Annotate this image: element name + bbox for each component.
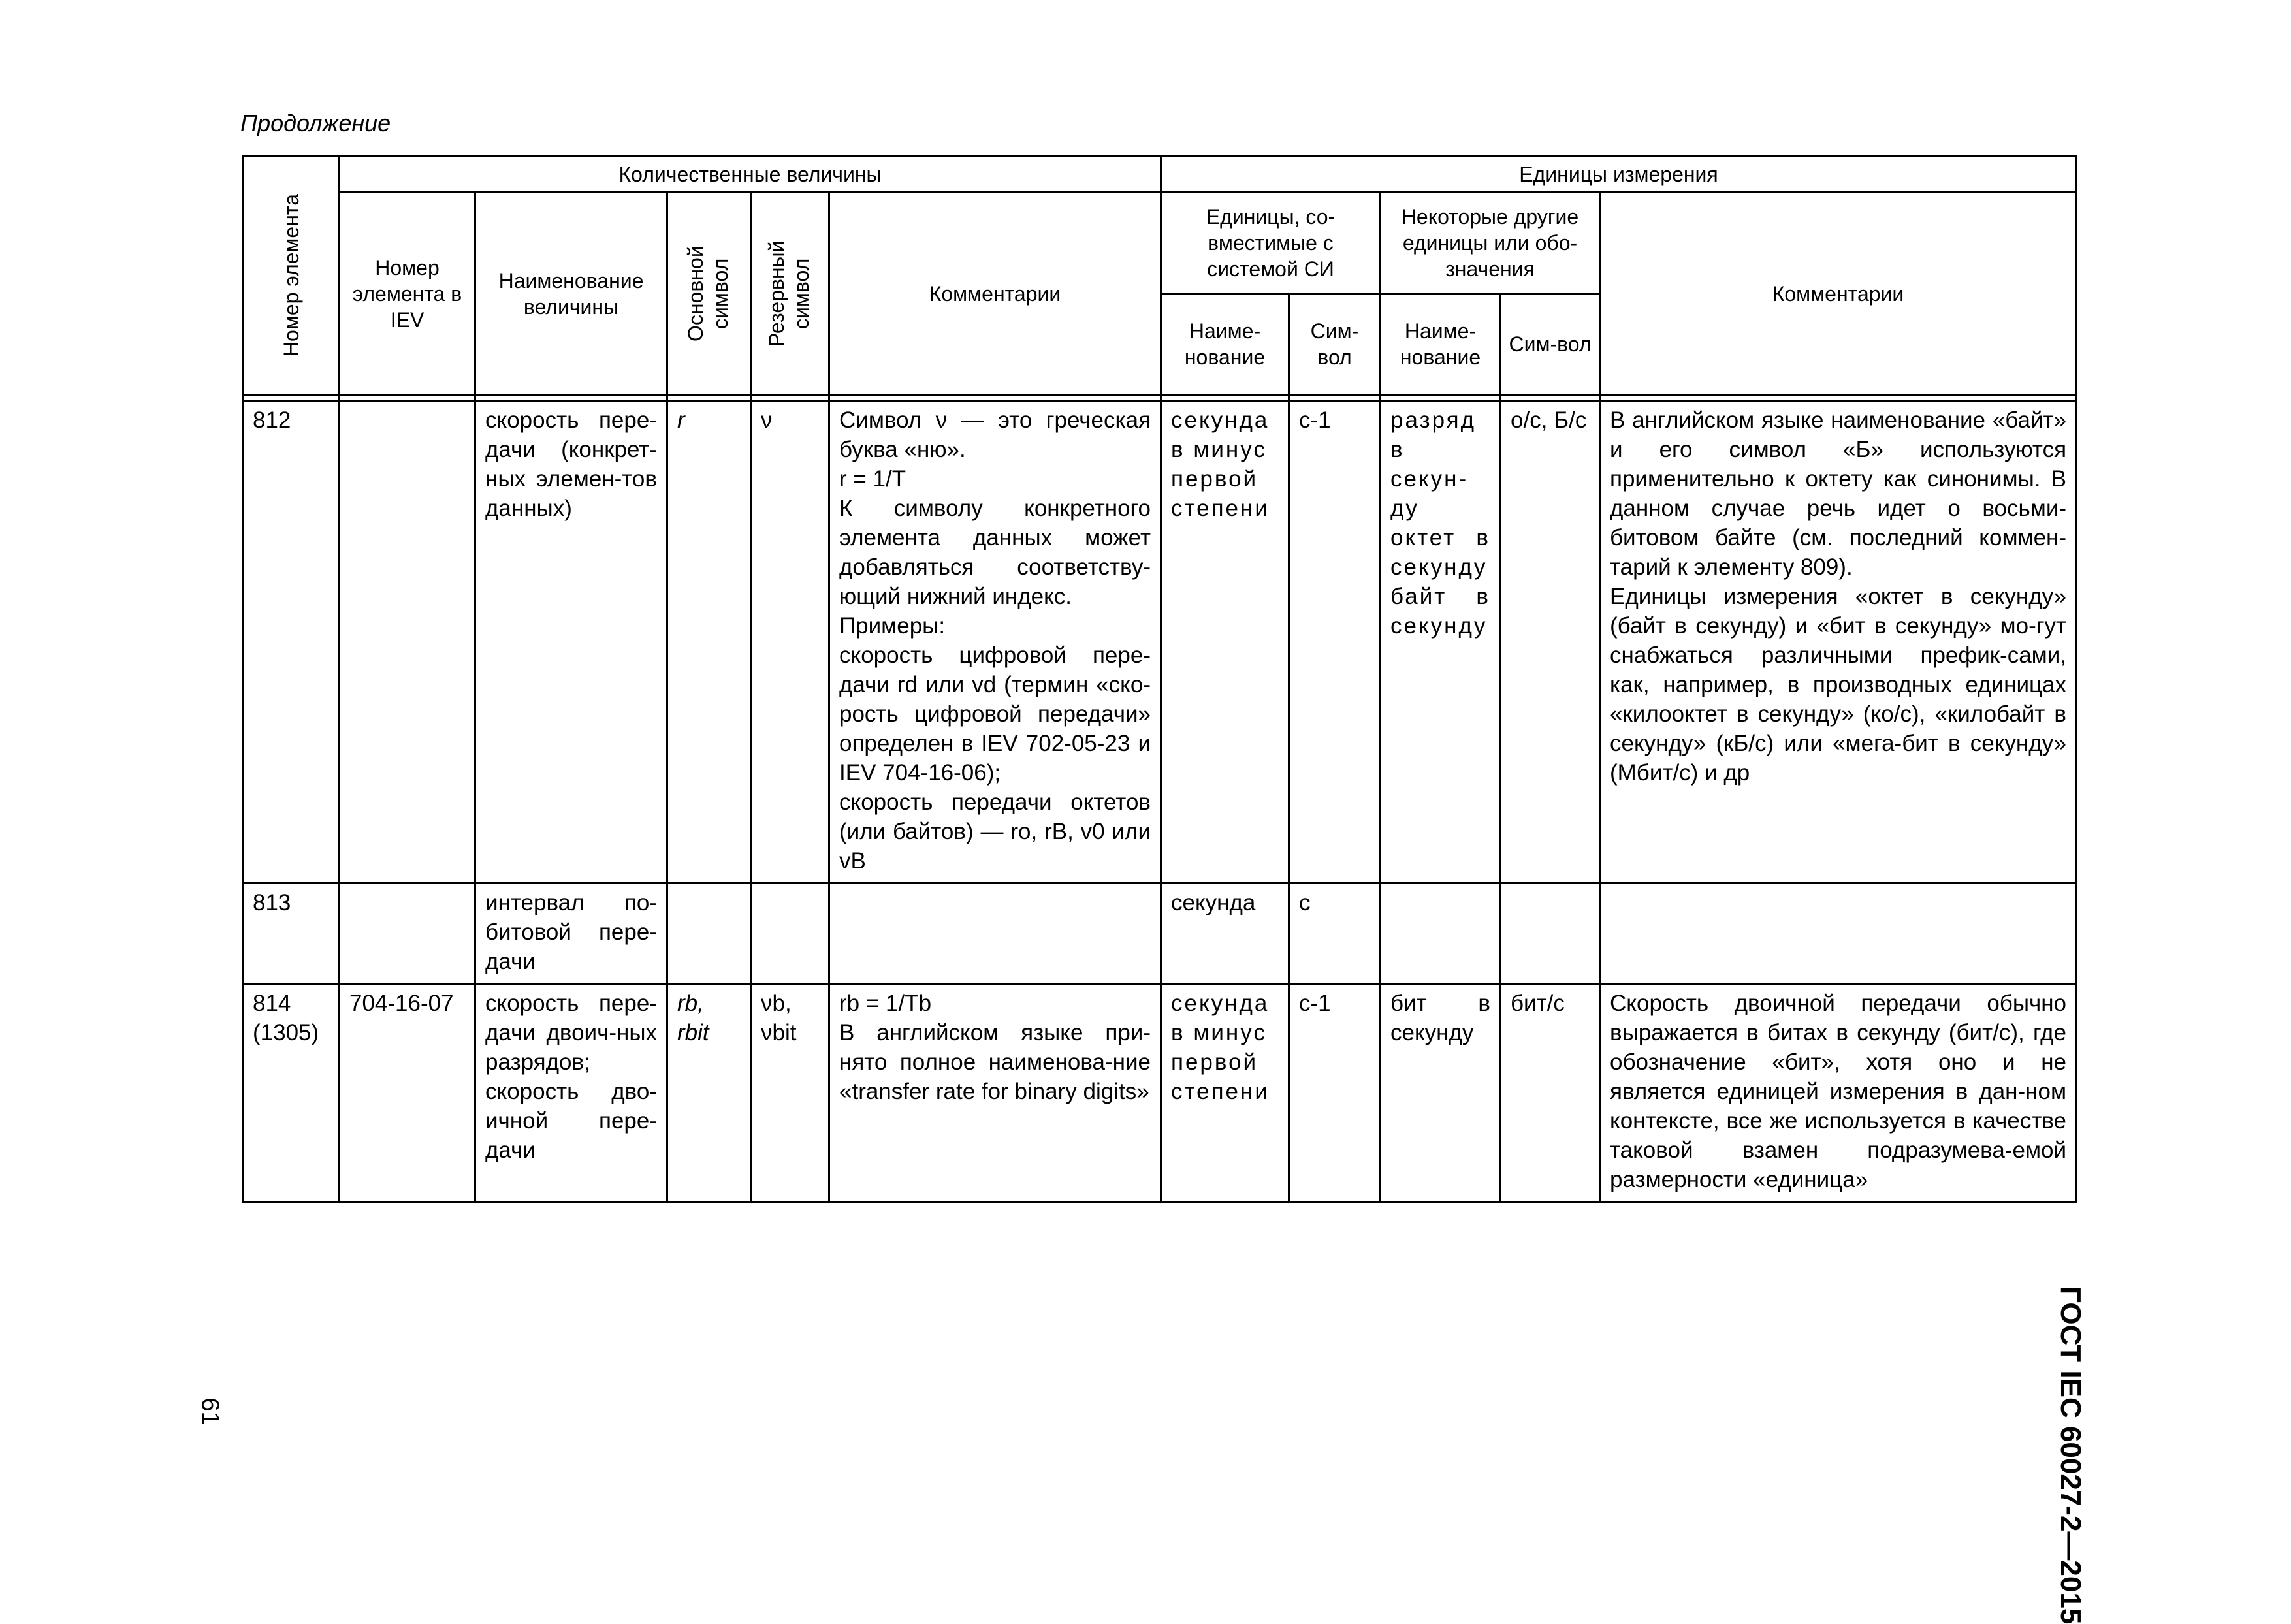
comment-line: скорость цифровой пере-дачи rd или vd (термин «ско-рость цифровой передачи» определен в IEV 702-05-23 и IEV 704-16-06); (839, 643, 1151, 786)
standard-designation: ГОСТ IEC 60027-2—2015 (2055, 1286, 2087, 1624)
header-other-name: Наиме-нование (1381, 294, 1501, 395)
cell-si-symbol: с (1289, 884, 1381, 984)
header-iev-number: Номер элемента в IEV (340, 193, 475, 395)
header-separator (243, 395, 2077, 401)
table-row (243, 984, 2077, 1202)
cell-other-symbol (1501, 884, 1600, 984)
continuation-label: Продолжение (240, 110, 391, 136)
unit-comment-line: Скорость двоичной передачи обычно выражается в битах в секунду (бит/с), где обозначение «бит», хотя оно и не является единицей измерения в дан-ном контексте, все же используется в качестве таковой взамен подразумева-емой размерности «единица» (1610, 991, 2067, 1192)
cell-iev-number: 704-16-07 (340, 984, 475, 1202)
cell-other-symbol: бит/с (1501, 984, 1600, 1202)
cell-reserve-symbol: ν (751, 401, 829, 884)
header-units-group: Единицы измерения (1161, 157, 2077, 193)
header-element-number: Номер элемента (243, 157, 340, 395)
cell-si-name: секунда (1161, 884, 1289, 984)
cell-main-symbol: r (667, 401, 751, 884)
cell-unit-comments (1600, 401, 2077, 884)
unit-comment-line: В английском языке наименование «байт» и его символ «Б» используются применительно к октету как синонимы. В данном случае речь идет о восьми-битовом байте (см. последний коммен-тарий к элементу 809). (1610, 407, 2067, 580)
page-number: 61 (196, 1397, 224, 1425)
cell-quantity-name: скорость пере-дачи (конкрет-ных элемен-тов данных) (475, 401, 667, 884)
header-quantity-name: Наименование величины (475, 193, 667, 395)
cell-main-symbol: rb, rbit (667, 984, 751, 1202)
cell-comments (829, 401, 1161, 884)
header-quantities-group: Количественные величины (340, 157, 1161, 193)
table-row (243, 401, 2077, 884)
cell-unit-comments (1600, 884, 2077, 984)
cell-si-name: секунда в минус первой степени (1161, 984, 1289, 1202)
cell-other-name: бит в секунду (1381, 984, 1501, 1202)
comment-line: r = 1/T (839, 466, 906, 492)
table-row (243, 884, 2077, 984)
cell-comments (829, 884, 1161, 984)
cell-other-symbol: о/с, Б/с (1501, 401, 1600, 884)
comment-line: К символу конкретного элемента данных может добавляться соответству-ющий нижний индекс. (839, 496, 1151, 609)
cell-si-symbol: с-1 (1289, 401, 1381, 884)
cell-comments (829, 984, 1161, 1202)
cell-iev-number (340, 401, 475, 884)
cell-quantity-name: скорость пере-дачи двоич-ных разрядов; скорость дво-ичной пере-дачи (475, 984, 667, 1202)
header-main-symbol: Основной символ (667, 193, 751, 395)
cell-element-number: 814 (1305) (243, 984, 340, 1202)
header-comments: Комментарии (829, 193, 1161, 395)
comment-line: Символ ν — это греческая буква «ню». (839, 407, 1151, 462)
cell-other-name: разряд в секун-ду октет в секунду байт в секунду (1381, 401, 1501, 884)
cell-element-number: 812 (243, 401, 340, 884)
header-reserve-symbol: Резервный символ (751, 193, 829, 395)
header-si-symbol: Сим-вол (1289, 294, 1381, 395)
cell-si-name: секунда в минус первой степени (1161, 401, 1289, 884)
comment-line: В английском языке при-нято полное наименова-ние «transfer rate for binary digits» (839, 1020, 1151, 1104)
header-unit-comments: Комментарии (1600, 193, 2077, 395)
header-other-symbol: Сим-вол (1501, 294, 1600, 395)
comment-line: rb = 1/Tb (839, 991, 932, 1016)
comment-line: скорость передачи октетов (или байтов) — ro, rB, v0 или vB (839, 789, 1151, 874)
cell-reserve-symbol (751, 884, 829, 984)
header-other-units: Некоторые другие единицы или обо-значения (1381, 193, 1600, 294)
cell-unit-comments (1600, 984, 2077, 1202)
cell-element-number: 813 (243, 884, 340, 984)
cell-other-name (1381, 884, 1501, 984)
unit-comment-line: Единицы измерения «октет в секунду» (байт в секунду) и «бит в секунду» мо-гут снабжаться различными префик-сами, как, например, в производных единицах «килооктет в секунду» (ко/с), «килобайт в секунду» (кБ/с) или «мега-бит в секунду» (Мбит/с) и др (1610, 584, 2067, 786)
header-si-name: Наиме-нование (1161, 294, 1289, 395)
header-si-units: Единицы, со-вместимые с системой СИ (1161, 193, 1381, 294)
cell-iev-number (340, 884, 475, 984)
cell-main-symbol (667, 884, 751, 984)
cell-reserve-symbol: νb, νbit (751, 984, 829, 1202)
cell-si-symbol: с-1 (1289, 984, 1381, 1202)
comment-line: Примеры: (839, 613, 946, 639)
cell-quantity-name: интервал по-битовой пере-дачи (475, 884, 667, 984)
quantities-table (242, 155, 2077, 1203)
